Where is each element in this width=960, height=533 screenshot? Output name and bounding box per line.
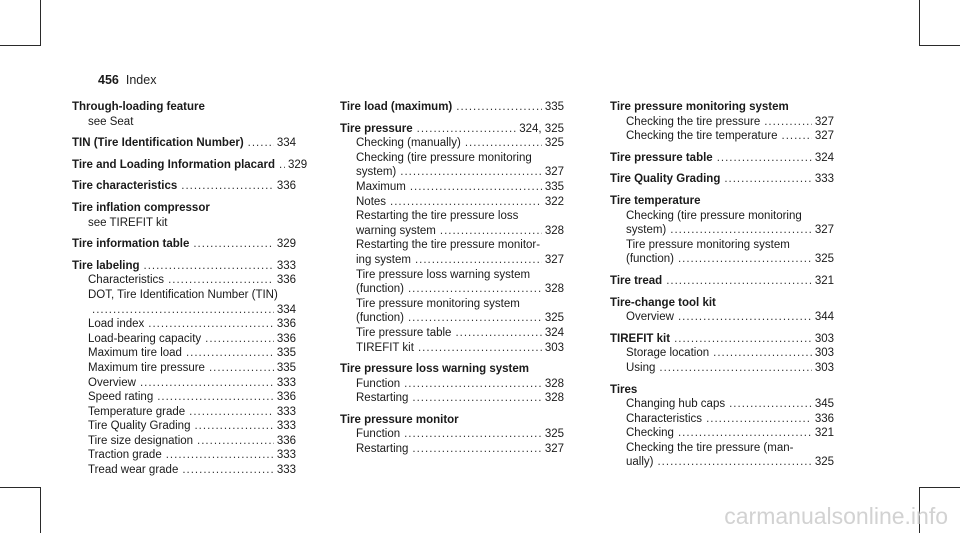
entry-text: Load index [88,318,145,331]
entry-text: Tire pressure monitoring system [626,238,790,251]
page-reference: 336 [276,274,296,287]
index-subentry [72,463,296,478]
index-subentry [340,341,564,356]
page-reference: 324 [544,326,564,339]
dot-leader [657,455,811,470]
page-reference: 336 [814,412,834,425]
page-reference: 333 [276,376,296,389]
index-subentry [340,282,564,297]
dot-leader [186,346,274,361]
entry-text: Tire size designation [88,434,194,447]
index-subentry [340,391,564,406]
dot-leader [782,129,812,144]
index-entry [72,158,308,173]
dot-leader [408,311,542,326]
page-reference: 327 [814,224,834,237]
entry-text: Tire and Loading Information placard [72,158,275,171]
dot-leader [92,303,274,318]
index-subentry [340,136,564,151]
index-entry [72,179,296,194]
entry-text: Checking the tire temperature [626,130,778,143]
page-reference: 328 [544,392,564,405]
entry-text: Load-bearing capacity [88,332,202,345]
index-subentry [610,129,834,144]
entry-text: Tire pressure monitoring system [610,101,789,113]
index-subentry [610,397,834,412]
index-entry [610,194,834,209]
page-reference: 333 [276,449,296,462]
crop-mark [40,0,41,46]
entry-text: Checking the tire pressure (man- [626,441,794,454]
dot-leader [205,332,274,347]
page-reference: 327 [814,130,834,143]
index-subentry [72,288,296,303]
index-subentry [72,419,296,434]
page-reference: 325 [814,253,834,266]
dot-leader [678,310,812,325]
dot-leader [166,448,274,463]
dot-leader [193,237,273,252]
entry-text: Checking (tire pressure monitoring [626,209,802,222]
dot-leader [182,463,273,478]
entry-text: Tire Quality Grading [610,173,721,186]
index-subentry [72,376,296,391]
index-subentry [340,442,564,457]
page-reference: 327 [544,443,564,456]
page-reference: 334 [276,137,296,150]
page-reference: 345 [814,398,834,411]
index-entry [610,274,834,289]
dot-leader [764,115,812,130]
dot-leader [418,341,542,356]
entry-text: Restarting [356,392,409,405]
dot-leader [412,442,541,457]
page-reference: 336 [276,318,296,331]
entry-text: Tire pressure monitoring system [356,297,520,310]
page-reference: 328 [544,283,564,296]
index-subentry [72,115,296,130]
page-reference: 344 [814,311,834,324]
index-entry [610,100,834,115]
index-subentry [72,303,296,318]
index-subentry [340,311,564,326]
index-subentry [340,151,564,166]
index-subentry [340,165,564,180]
entry-text: warning system [356,224,436,237]
index-subentry [340,180,564,195]
index-entry [340,362,564,377]
page-reference: 328 [544,224,564,237]
dot-leader [404,377,542,392]
entry-text: Speed rating [88,391,154,404]
entry-text: Tire pressure monitor [340,413,459,426]
index-entry [72,259,296,274]
entry-text: TIREFIT kit [610,332,671,345]
index-subentry [610,310,834,325]
page-reference: 321 [814,274,834,287]
dot-leader [197,434,274,449]
entry-text: TIREFIT kit [356,341,414,354]
page-reference: 335 [276,361,296,374]
page-reference: 325 [814,456,834,469]
index-subentry [72,361,296,376]
entry-text: Temperature grade [88,405,186,418]
entry-text: Restarting [356,443,409,456]
dot-leader [417,122,517,137]
page-header [98,73,156,88]
page-reference: 321 [814,427,834,440]
dot-leader [412,391,541,406]
dot-leader [729,397,812,412]
index-subentry [610,412,834,427]
entry-text: Traction grade [88,449,162,462]
entry-text: Tire information table [72,238,190,251]
entry-text: Characteristics [88,274,165,287]
index-subentry [340,238,564,253]
page-reference: 324, 325 [519,122,564,135]
page-reference: 303 [814,361,834,374]
index-entry [72,136,296,151]
entry-text: Tire load (maximum) [340,101,453,113]
entry-text: Tire pressure loss warning system [356,268,531,281]
entry-text: Tire Quality Grading [88,420,191,433]
dot-leader [666,274,812,289]
page-reference: 329 [287,158,308,171]
index-subentry [340,326,564,341]
page-reference: 335 [276,347,296,360]
crop-mark [919,45,960,46]
entry-text: Tires [610,383,638,396]
index-subentry [610,455,834,470]
index-subentry [72,434,296,449]
entry-text: Checking (tire pressure monitoring [356,151,532,164]
entry-text: Tire pressure table [356,326,452,339]
entry-text: ually) [626,456,654,469]
crop-mark [40,487,41,533]
page-reference: 329 [276,238,296,251]
dot-leader [659,361,811,376]
index-entry [610,151,834,166]
entry-text: Overview [88,376,136,389]
entry-text: Tire inflation compressor [72,201,210,214]
dot-leader [440,224,542,239]
index-column-1 [72,100,308,478]
entry-text: Notes [356,195,387,208]
index-entry [610,296,834,311]
dot-leader [248,136,274,151]
entry-text: Checking (manually) [356,137,461,150]
page-reference: 325 [544,312,564,325]
entry-text: system) [626,224,667,237]
crop-mark [0,45,41,46]
index-subentry [610,441,834,456]
entry-text: Function [356,428,401,441]
page-title: Index [125,73,157,87]
page-reference: 327 [544,166,564,179]
index-subentry [72,448,296,463]
page-reference: 324 [814,151,834,164]
index-entry [340,100,564,115]
entry-text: Using [626,361,656,374]
index-entry [72,201,296,216]
crop-mark [919,487,960,488]
dot-leader [408,282,542,297]
entry-text: Tire temperature [610,194,701,207]
entry-text: Changing hub caps [626,398,726,411]
index-subentry [72,405,296,420]
entry-text: DOT, Tire Identification Number (TIN) [88,288,278,301]
page-reference: 328 [544,377,564,390]
page-reference: 336 [276,391,296,404]
dot-leader [706,412,812,427]
index-column-2 [340,100,564,457]
page-reference: 325 [544,428,564,441]
dot-leader [404,427,542,442]
index-subentry [610,223,834,238]
index-subentry [72,216,296,231]
entry-text: see Seat [88,115,134,128]
entry-text: Overview [626,311,674,324]
index-subentry [72,390,296,405]
dot-leader [674,332,812,347]
index-subentry [340,209,564,224]
entry-text: ing system [356,253,411,266]
index-subentry [72,317,296,332]
entry-text: system) [356,166,397,179]
entry-text: see TIREFIT kit [88,216,168,229]
index-subentry [610,361,834,376]
dot-leader [140,376,274,391]
entry-text: Tread wear grade [88,464,179,477]
entry-text: Tire pressure [340,122,413,135]
index-entry [610,332,834,347]
entry-text: Storage location [626,347,710,360]
page-number: 456 [98,73,119,87]
page-reference: 333 [276,420,296,433]
page-reference: 333 [276,464,296,477]
entry-text: Function [356,377,401,390]
dot-leader [194,419,273,434]
page-reference: 325 [544,137,564,150]
dot-leader [713,346,812,361]
index-subentry [340,195,564,210]
page-reference: 335 [544,180,564,193]
entry-text: Maximum tire pressure [88,361,205,374]
crop-mark [0,487,41,488]
page-reference: 333 [276,259,296,272]
watermark: carmanualsonline.info [724,503,948,529]
dot-leader [390,195,542,210]
dot-leader [189,405,274,420]
index-subentry [72,346,296,361]
dot-leader [144,259,274,274]
index-entry [72,100,296,115]
entry-text: Checking the tire pressure [626,115,761,128]
page-reference: 336 [276,434,296,447]
index-entry [72,237,296,252]
page-reference: 327 [544,253,564,266]
index-subentry [610,346,834,361]
index-subentry [610,115,834,130]
entry-text: Maximum [356,180,406,193]
page-reference: 335 [544,101,564,113]
entry-text: Tire tread [610,274,663,287]
page-reference: 334 [276,303,296,316]
page-reference: 336 [276,180,296,193]
dot-leader [678,426,812,441]
entry-text: TIN (Tire Identification Number) [72,137,244,150]
dot-leader [670,223,812,238]
crop-mark [919,0,920,46]
page-reference: 333 [276,405,296,418]
dot-leader [678,252,812,267]
index-subentry [610,238,834,253]
entry-text: Tire-change tool kit [610,296,716,309]
entry-text: Restarting the tire pressure loss [356,210,519,223]
dot-leader [148,317,274,332]
index-subentry [610,209,834,224]
dot-leader [410,180,542,195]
entry-text: (function) [626,253,674,266]
dot-leader [724,172,811,187]
index-entry [610,383,834,398]
index-subentry [340,427,564,442]
entry-text: Tire pressure table [610,151,713,164]
index-subentry [610,426,834,441]
entry-text: Through-loading feature [72,101,205,113]
dot-leader [456,100,542,115]
page-reference: 303 [544,341,564,354]
dot-leader [209,361,274,376]
dot-leader [415,253,542,268]
dot-leader [455,326,541,341]
dot-leader [157,390,274,405]
index-subentry [340,377,564,392]
index-entry [340,122,564,137]
dot-leader [717,151,812,166]
dot-leader [400,165,542,180]
index-subentry [610,252,834,267]
page-reference: 336 [276,332,296,345]
dot-leader [279,158,285,173]
entry-text: Tire pressure loss warning system [340,363,529,376]
dot-leader [181,179,274,194]
page-reference: 333 [814,173,834,186]
index-subentry [340,224,564,239]
entry-text: Maximum tire load [88,347,182,360]
index-subentry [72,273,296,288]
entry-text: Restarting the tire pressure monitor- [356,239,541,252]
entry-text: Characteristics [626,412,703,425]
index-subentry [340,268,564,283]
index-column-3 [610,100,834,470]
index-subentry [340,297,564,312]
page-reference: 327 [814,115,834,128]
entry-text: (function) [356,312,404,325]
index-subentry [72,332,296,347]
page-reference: 303 [814,332,834,345]
index-subentry [340,253,564,268]
page-reference: 322 [544,195,564,208]
page-reference: 303 [814,347,834,360]
entry-text: (function) [356,283,404,296]
dot-leader [465,136,542,151]
entry-text: Tire labeling [72,259,140,272]
dot-leader [168,273,274,288]
index-entry [340,413,564,428]
entry-text: Checking [626,427,674,440]
index-entry [610,172,834,187]
entry-text: Tire characteristics [72,180,178,193]
